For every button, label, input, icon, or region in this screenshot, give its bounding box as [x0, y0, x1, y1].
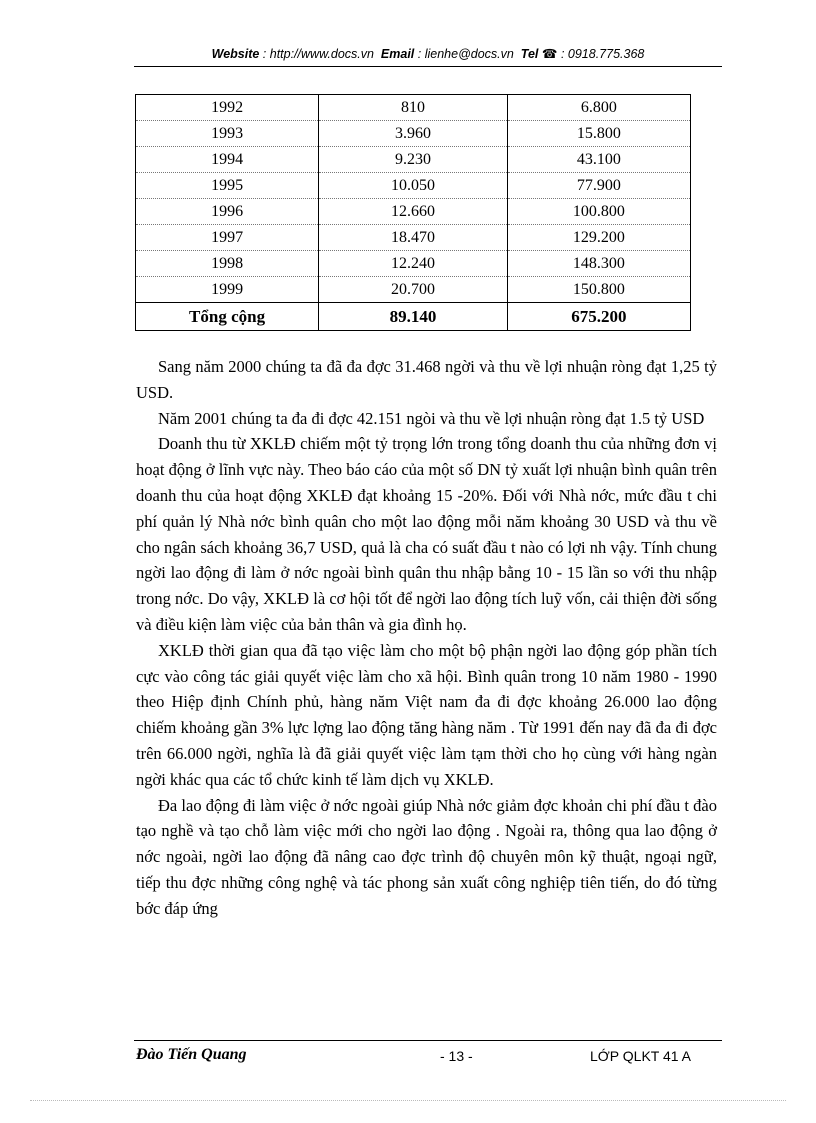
paragraph: Doanh thu từ XKLĐ chiếm một tỷ trọng lớn trong tổng doanh thu của những đơn vị hoạt động ở lĩnh vực này. Theo báo cáo của một số DN tỷ xuất lợi nhuận bình quân trên doanh thu của hoạt động XKLĐ đạt khoảng 15 -20%. Đối với Nhà nớc, mức đầu t chi phí quản lý Nhà nớc bình quân cho một lao động mỗi năm khoảng 30 USD và thu về cho ngân sách khoảng 36,7 USD, quả là cha có suất đầu t nào có lợi nh vậy. Tính chung ngời lao động đi làm ở nớc ngoài bình quân thu nhập bằng 10 - 15 lần so với thu nhập trong nớc. Do vậy, XKLĐ là cơ hội tốt để ngời lao động tích luỹ vốn, cải thiện đời sống và điều kiện làm việc của bản thân và gia đình họ. — [136, 434, 717, 634]
table-total-cell: 89.140 — [319, 303, 508, 331]
table-total-cell: 675.200 — [507, 303, 690, 331]
table-cell: 1997 — [136, 225, 319, 251]
table-cell: 1992 — [136, 95, 319, 121]
table-cell: 1994 — [136, 147, 319, 173]
page-header: Website : http://www.docs.vn Email : lienhe@docs.vn Tel ☎ : 0918.775.368 — [211, 47, 645, 61]
tel-value: 0918.775.368 — [567, 47, 645, 61]
tel-label: Tel — [520, 47, 539, 61]
table-cell: 15.800 — [507, 121, 690, 147]
page-number: - 13 - — [440, 1048, 473, 1064]
table-row — [136, 225, 691, 251]
table-cell: 6.800 — [507, 95, 690, 121]
paragraph: XKLĐ thời gian qua đã tạo việc làm cho một bộ phận ngời lao động góp phần tích cực vào công tác giải quyết việc làm cho xã hội. Bình quân trong 10 năm 1980 - 1990 theo Hiệp định Chính phủ, hàng năm Việt nam đa đi đợc khoảng 26.000 lao động chiếm khoảng gần 3% lực lợng lao động tăng hàng năm . Từ 1991 đến nay đã đa đi đợc trên 66.000 ngời, nghĩa là đã giải quyết việc làm tạm thời cho họ cùng với hàng ngàn ngời khác qua các tổ chức kinh tế làm dịch vụ XKLĐ. — [136, 640, 717, 789]
table-total-cell: Tổng cộng — [136, 303, 319, 331]
table-cell: 18.470 — [319, 225, 508, 251]
table-cell: 77.900 — [507, 173, 690, 199]
table-cell: 810 — [319, 95, 508, 121]
table-cell: 148.300 — [507, 251, 690, 277]
footer-author: Đào Tiến Quang — [136, 1046, 247, 1063]
table-cell: 10.050 — [319, 173, 508, 199]
paragraph: Đa lao động đi làm việc ở nớc ngoài giúp Nhà nớc giảm đợc khoản chi phí đầu t đào tạo nghề và tạo chỗ làm việc mới cho ngời lao động . Ngoài ra, thông qua lao động ở nớc ngoài, ngời lao động đã nâng cao đợc trình độ chuyên môn kỹ thuật, ngoại ngữ, tiếp thu đợc những công nghệ và tác phong sản xuất công nghiệp tiên tiến, do đó từng bớc đáp ứng — [136, 795, 717, 918]
paragraph: Sang năm 2000 chúng ta đã đa đợc 31.468 ngời và thu về lợi nhuận ròng đạt 1,25 tỷ USD. — [136, 357, 717, 402]
table-cell: 1999 — [136, 277, 319, 303]
table-cell: 3.960 — [319, 121, 508, 147]
table-row — [136, 121, 691, 147]
table-cell: 43.100 — [507, 147, 690, 173]
table-cell: 129.200 — [507, 225, 690, 251]
body-text — [136, 354, 717, 922]
table-cell: 150.800 — [507, 277, 690, 303]
table-cell: 12.240 — [319, 251, 508, 277]
table-cell: 1993 — [136, 121, 319, 147]
table-cell: 9.230 — [319, 147, 508, 173]
website-label: Website — [211, 47, 260, 61]
table-row — [136, 199, 691, 225]
table-cell: 20.700 — [319, 277, 508, 303]
table-cell: 1996 — [136, 199, 319, 225]
table-cell: 100.800 — [507, 199, 690, 225]
table-cell: 1995 — [136, 173, 319, 199]
table-total-row — [136, 303, 691, 331]
page-edge-divider — [30, 1100, 786, 1101]
table-cell: 12.660 — [319, 199, 508, 225]
table-row — [136, 251, 691, 277]
footer-divider — [134, 1040, 722, 1041]
table-row — [136, 147, 691, 173]
email-label: Email — [380, 47, 415, 61]
table-row — [136, 95, 691, 121]
phone-icon: ☎ — [541, 47, 558, 61]
table-cell: 1998 — [136, 251, 319, 277]
table-row — [136, 173, 691, 199]
statistics-table — [135, 94, 691, 331]
footer-class: LỚP QLKT 41 A — [590, 1048, 691, 1064]
website-value[interactable]: http://www.docs.vn — [269, 47, 374, 61]
table-row — [136, 277, 691, 303]
email-value[interactable]: lienhe@docs.vn — [424, 47, 514, 61]
header-divider — [134, 66, 722, 67]
paragraph: Năm 2001 chúng ta đa đi đợc 42.151 ngòi và thu về lợi nhuận ròng đạt 1.5 tỷ USD — [158, 408, 705, 428]
